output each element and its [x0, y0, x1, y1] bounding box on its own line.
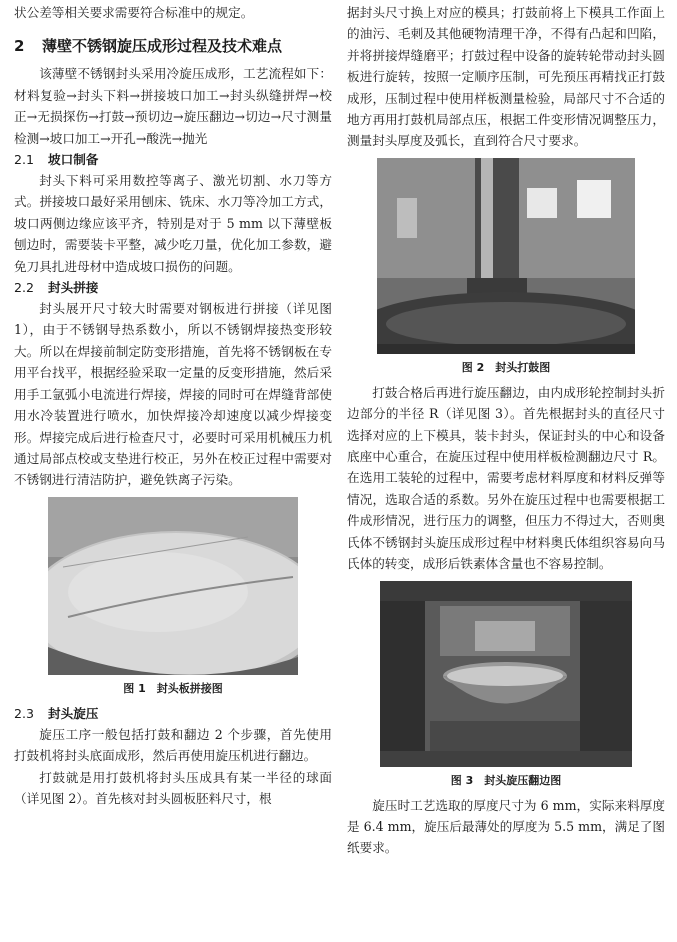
- figure-3: [347, 581, 665, 789]
- right-paragraph-1: 据封头尺寸换上对应的模具；打鼓前将上下模具工作面上的油污、毛刺及其他硬物清理干净，不得有凸起和凹陷，并将拼接焊缝磨平；打鼓过程中设备的旋转轮带动封头圆板进行旋转，按照一定顺序压制，可先预压再精找正打鼓成形，压制过程中使用样板测量检验，局部尺寸不合适的地方再用打鼓机局部点压，根据工件变形情况调整压力，测量封头厚度及弧长，直到符合尺寸要求。: [347, 5, 665, 149]
- figure-1-caption: 图 1 封头板拼接图: [123, 681, 223, 695]
- spinning-flanging-image: [380, 581, 632, 767]
- left-column: [14, 2, 332, 809]
- section-2-1-number: 2.1: [14, 152, 35, 168]
- section-2-3-text-2: 打鼓就是用打鼓机将封头压成具有某一半径的球面（详见图 2）。首先核对封头圆板胚料尺寸，根: [14, 769, 332, 806]
- section-2-3-title: 封头旋压: [48, 705, 99, 721]
- section-2-1-heading: [14, 149, 332, 170]
- figure-3-caption: 图 3 封头旋压翻边图: [450, 773, 562, 787]
- section-2-2-title: 封头拼接: [48, 280, 99, 296]
- section-2-1-text: 封头下料可采用数控等离子、激光切割、水刀等方式。拼接坡口最好采用刨床、铣床、水刀等冷加工方式，坡口两侧边缘应该平齐，特别是对于 5 mm 以下薄壁板刨边时，需要装卡平整，减少吃刀量，优化加工参数，避免刀具扎进母材中造成坡口损伤的问题。: [14, 173, 332, 274]
- section-2-1-title: 坡口制备: [48, 152, 99, 168]
- welded-plate-image: [48, 497, 298, 675]
- figure-2: [347, 158, 665, 376]
- section-2-3-text-1: 旋压工序一般包括打鼓和翻边 2 个步骤，首先使用打鼓机将封头底面成形，然后再使用旋压机进行翻边。: [14, 726, 332, 764]
- right-column: [347, 2, 665, 859]
- figure-2-photo: [377, 158, 635, 354]
- right-paragraph-2: 打鼓合格后再进行旋压翻边，由内成形轮控制封头折边部分的半径 R（详见图 3）。首先根据封头的直径尺寸选择对应的上下模具，装卡封头，保证封头的中心和设备底座中心重合，在旋压过程中使用样板检测翻边尺寸 R。在选用工装轮的过程中，需要考虑材料厚度和材料反弹等情况，选取合适的系数。另外在旋压过程中也需要根据工件成形情况，进行压力的调整，但压力不得过大，否则奥氏体不锈钢封头旋压成形过程中材料奥氏体组织容易向马氏体的转变，成形后铁素体含量也不容易控制。: [347, 384, 665, 572]
- figure-1-photo: [48, 497, 298, 675]
- figure-3-photo: [380, 581, 632, 767]
- figure-1: [14, 497, 332, 697]
- process-paragraph: 该薄壁不锈钢封头采用冷旋压成形，工艺流程如下：材料复验→封头下料→拼接坡口加工→封头纵缝拼焊→校正→无损探伤→打鼓→预切边→旋压翻边→切边→尺寸测量检测→坡口加工→开孔→酸洗→抛光: [14, 66, 332, 146]
- section-2-2-number: 2.2: [14, 280, 35, 296]
- figure-2-caption: 图 2 封头打鼓图: [461, 360, 551, 374]
- right-paragraph-3: 旋压时工艺选取的厚度尺寸为 6 mm，实际来料厚度是 6.4 mm，旋压后最薄处的厚度为 5.5 mm，满足了图纸要求。: [347, 797, 665, 856]
- section-2-2-text: 封头展开尺寸较大时需要对钢板进行拼接（详见图 1），由于不锈钢导热系数小，所以不锈钢焊接热变形较大。所以在焊接前制定防变形措施，首先将不锈钢板在专用平台找平，根据经验采取一定量的反变形措施，然后采用手工氩弧小电流进行焊接，焊接的同时可在焊缝背部使用水冷装置进行喷水，加快焊接冷却速度以减少焊接变形。焊接完成后进行检查尺寸，必要时可采用机械压力机通过局部点校或支垫进行校正，另外在校正过程中需要对不锈钢进行清洁防护，避免铁离子污染。: [14, 301, 332, 488]
- section-2-3-number: 2.3: [14, 705, 35, 721]
- section-2-title: 薄壁不锈钢旋压成形过程及技术难点: [42, 37, 283, 56]
- section-2-3-heading: [14, 703, 332, 724]
- section-2-2-heading: [14, 277, 332, 298]
- dishing-machine-image: [377, 158, 635, 354]
- intro-text: 状公差等相关要求需要符合标准中的规定。: [14, 5, 254, 20]
- section-2-number: 2: [14, 37, 25, 56]
- section-2-heading: [14, 35, 332, 57]
